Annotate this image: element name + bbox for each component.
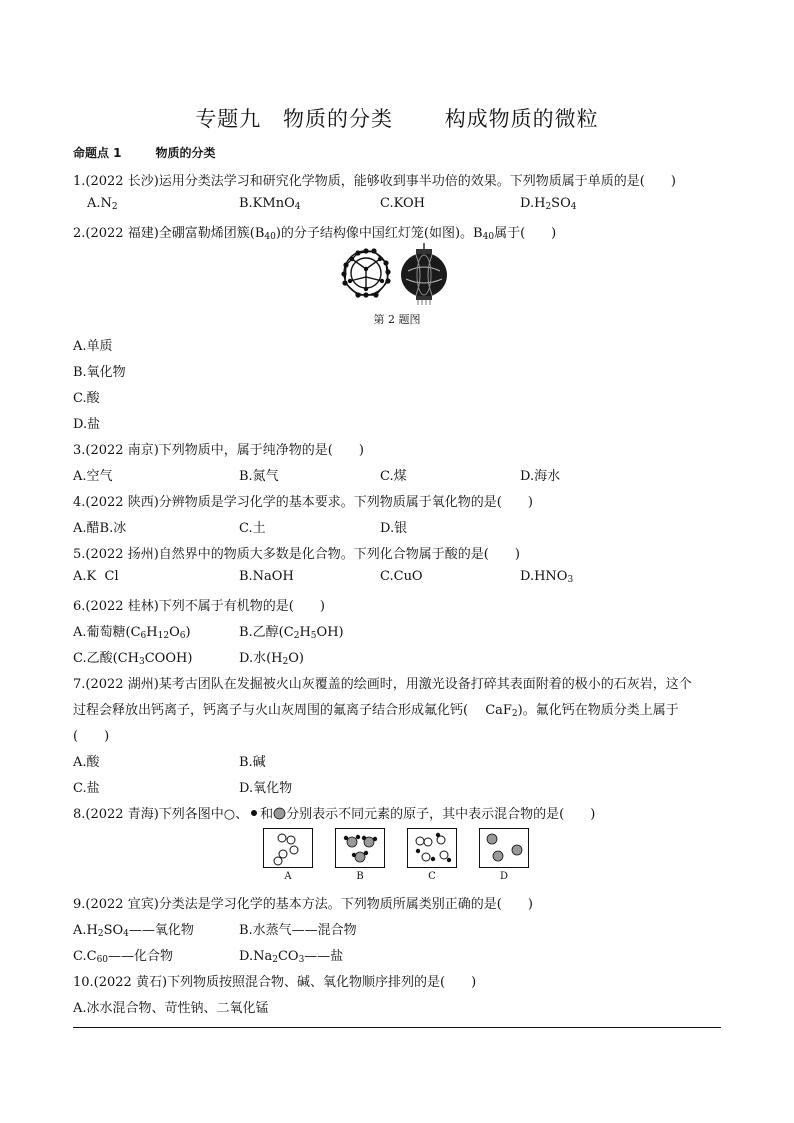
- q5-stem: 5.(2022 扬州)自然界中的物质大多数是化合物。下列化合物属于酸的是( ): [73, 547, 520, 562]
- q3-option-b: B.氮气: [239, 469, 279, 484]
- q8-label-c: C: [428, 871, 436, 882]
- q8-stem: 8.(2022 青海)下列各图中○、 和 分别表示不同元素的原子，其中表示混合物的是( ): [73, 807, 596, 822]
- section-name: 物质的分类: [155, 146, 216, 160]
- q1-option-b: B.KMnO$_4$: [239, 196, 301, 212]
- figure-caption: 第 2 题图: [373, 313, 421, 326]
- q8-label-d: D: [499, 871, 509, 882]
- q8-diagram-b: [336, 829, 384, 867]
- q7-option-c: C.盐: [73, 781, 100, 796]
- q1-option-c: C.KOH: [380, 196, 425, 211]
- q8-diagram-a: [264, 829, 312, 867]
- q5-option-a: A.K Cl: [73, 569, 119, 584]
- section-label: 命题点 1: [73, 146, 122, 160]
- q8-label-a: A: [284, 871, 292, 882]
- q6-option-b: B.乙醇$(C_2H_5OH)$: [239, 625, 344, 641]
- q7-option-b: B.碱: [239, 755, 266, 770]
- q6-stem: 6.(2022 桂林)下列不属于有机物的是( ): [73, 599, 325, 614]
- q8-box-b: [335, 828, 385, 868]
- q4-stem: 4.(2022 陕西)分辨物质是学习化学的基本要求。下列物质属于氧化物的是( ): [73, 495, 533, 510]
- q1-option-a: $A.N_2$: [87, 196, 118, 212]
- q2-option-a: A.单质: [73, 339, 113, 354]
- q2-option-b: B.氧化物: [73, 365, 126, 380]
- q7-option-d: D.氧化物: [239, 781, 293, 796]
- q1-option-d: $D.H_2SO_4$: [520, 196, 577, 212]
- q6-option-c: C.乙酸$(CH_3COOH)$: [73, 651, 193, 667]
- q10-stem: 10.(2022 黄石)下列物质按照混合物、碱、氧化物顺序排列的是( ): [73, 975, 477, 990]
- q3-option-c: C.煤: [380, 469, 407, 484]
- boron-fullerene-lantern-figure: [336, 241, 456, 305]
- q5-option-b: B.NaOH: [239, 569, 294, 584]
- q10-option-a: A.冰水混合物、苛性钠、二氧化锰: [73, 1001, 269, 1016]
- q7-stem-line3: ( ): [73, 729, 110, 744]
- q5-option-d: $D.HNO_3$: [520, 569, 574, 585]
- q9-option-b: B.水蒸气——混合物: [239, 923, 357, 938]
- small-black-atom-icon: [248, 807, 260, 819]
- q2-option-c: C.酸: [73, 391, 100, 406]
- q1-stem: 1.(2022 长沙)运用分类法学习和研究化学物质，能够收到事半功倍的效果。下列物质属于单质的是( ): [73, 174, 676, 189]
- gray-atom-icon: [273, 807, 286, 820]
- q5-option-c: C.CuO: [380, 569, 423, 584]
- q8-box-a: [263, 828, 313, 868]
- q9-option-d: $D.Na_2CO_3——$盐: [239, 949, 344, 965]
- q6-option-a: A.葡萄糖$(C_6H_{12}O_6)$: [73, 625, 191, 641]
- q3-stem: 3.(2022 南京)下列物质中，属于纯净物的是( ): [73, 443, 364, 458]
- q2-option-d: D.盐: [73, 417, 101, 432]
- title-part-particles: 构成物质的微粒: [444, 107, 599, 131]
- q7-stem-line2: 过程会释放出钙离子，钙离子与火山灰周围的氟离子结合形成氟化钙( CaF$_2$)。氟化钙在物质分类上属于: [73, 703, 679, 719]
- q8-diagram-c: [408, 829, 456, 867]
- q9-option-a: $A.H_2SO_4——$氧化物: [73, 923, 194, 939]
- title-part-classification: 物质的分类: [283, 107, 393, 131]
- section-heading: [73, 144, 216, 161]
- q7-option-a: A.酸: [73, 755, 100, 770]
- q4-option-c: C.土: [239, 521, 266, 536]
- footer-divider: [73, 1027, 721, 1028]
- q7-stem-line1: 7.(2022 湖州)某考古团队在发掘被火山灰覆盖的绘画时，用激光设备打碎其表面附着的极小的石灰岩，这个: [73, 677, 692, 692]
- q4-option-ab: A.醋B.冰: [73, 521, 127, 536]
- q8-box-d: [479, 828, 529, 868]
- q8-label-b: B: [356, 871, 364, 882]
- q8-diagram-d: [480, 829, 528, 867]
- page-title: [0, 103, 794, 133]
- q4-option-d: D.银: [380, 521, 408, 536]
- q9-option-c: $C.C_{60}——$化合物: [73, 949, 174, 965]
- red-lantern-image: [401, 243, 447, 305]
- q3-option-a: A.空气: [73, 469, 113, 484]
- q3-option-d: D.海水: [520, 469, 561, 484]
- title-topic-number: 专题九: [195, 107, 262, 131]
- q8-box-c: [407, 828, 457, 868]
- q8-molecule-diagrams: [263, 828, 533, 888]
- q2-stem: 2.(2022 福建)全硼富勒烯团簇$(B_{40})$的分子结构像中国红灯笼(如图)。$B_{40}$属于( ): [73, 226, 557, 242]
- q9-stem: 9.(2022 宜宾)分类法是学习化学的基本方法。下列物质所属类别正确的是( ): [73, 897, 533, 912]
- q6-option-d: D.水$(H_2O)$: [239, 651, 304, 667]
